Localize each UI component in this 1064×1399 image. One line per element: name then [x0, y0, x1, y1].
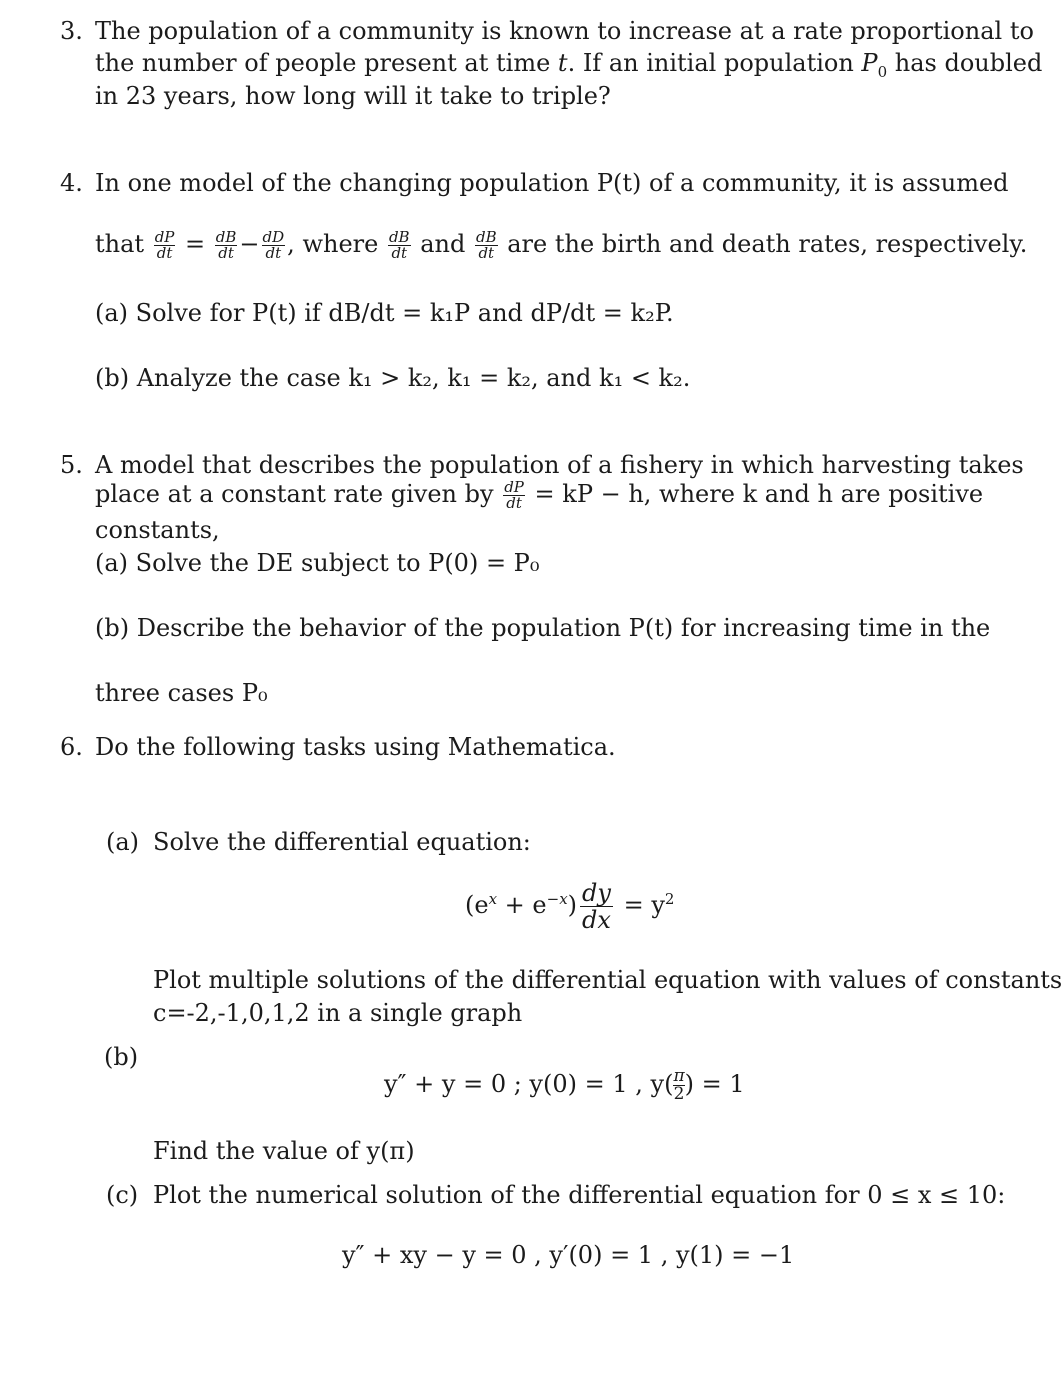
q3-number: 3. — [60, 17, 83, 45]
q3-line3: in 23 years, how long will it take to triple? — [95, 82, 611, 110]
q6-b-equation: y″ + y = 0 ; y(0) = 1 , y( $\frac{\pi}{2}$ ) = 1 — [384, 1066, 745, 1104]
q6-c-text: Plot the numerical solution of the differential equation for 0 ≤ x ≤ 10: — [153, 1181, 1006, 1209]
q6-a-equation: $(e^x + e^{-x})$ $\frac{dy}{dx}$ = $y^2$ — [465, 879, 675, 934]
q3-line2: the number of people present at time t. If an initial population $P_0$ has doubled — [95, 49, 1043, 81]
q5-line3: constants, — [95, 516, 220, 544]
q4-line1: In one model of the changing population P(t) of a community, it is assumed — [95, 169, 1009, 197]
q5-line1: A model that describes the population of a fishery in which harvesting takes — [95, 451, 1024, 479]
q6-b-label: (b) — [104, 1043, 139, 1071]
q6-c-equation: y″ + xy − y = 0 , y′(0) = 1 , y(1) = −1 — [342, 1241, 795, 1269]
q5-part-b: (b) Describe the behavior of the population P(t) for increasing time in the — [95, 614, 991, 642]
q4-rates-line: that $\frac{dP}{dt}$ = $\frac{dB}{dt}$ − $\frac{dD}{dt}$ , where $\frac{dB}{dt}$ and $\frac{dB}{dt}$ are the birth and death rates, respectively. — [95, 228, 1028, 262]
q4-number: 4. — [60, 169, 83, 197]
q6-c-label: (c) — [106, 1181, 139, 1209]
q4-part-b: (b) Analyze the case k₁ > k₂, k₁ = k₂, and k₁ < k₂. — [95, 364, 691, 392]
q6-line1: Do the following tasks using Mathematica. — [95, 733, 616, 761]
q6-b-find: Find the value of y(π) — [153, 1137, 415, 1165]
q5-number: 5. — [60, 451, 83, 479]
q6-a-plot-line2: c=-2,-1,0,1,2 in a single graph — [153, 999, 523, 1027]
q5-part-b-cont: three cases P₀ — [95, 679, 268, 707]
q6-a-text: Solve the differential equation: — [153, 828, 531, 856]
q6-a-plot-line1: Plot multiple solutions of the differential equation with values of constants — [153, 966, 1063, 994]
q6-a-label: (a) — [106, 828, 140, 856]
q5-line2: place at a constant rate given by $\frac{dP}{dt}$ = kP − h, where k and h are positive — [95, 478, 984, 512]
q4-part-a: (a) Solve for P(t) if dB/dt = k₁P and dP/dt = k₂P. — [95, 299, 674, 327]
q5-part-a: (a) Solve the DE subject to P(0) = P₀ — [95, 549, 540, 577]
q6-number: 6. — [60, 733, 83, 761]
q3-line1: The population of a community is known to increase at a rate proportional to — [95, 17, 1034, 45]
